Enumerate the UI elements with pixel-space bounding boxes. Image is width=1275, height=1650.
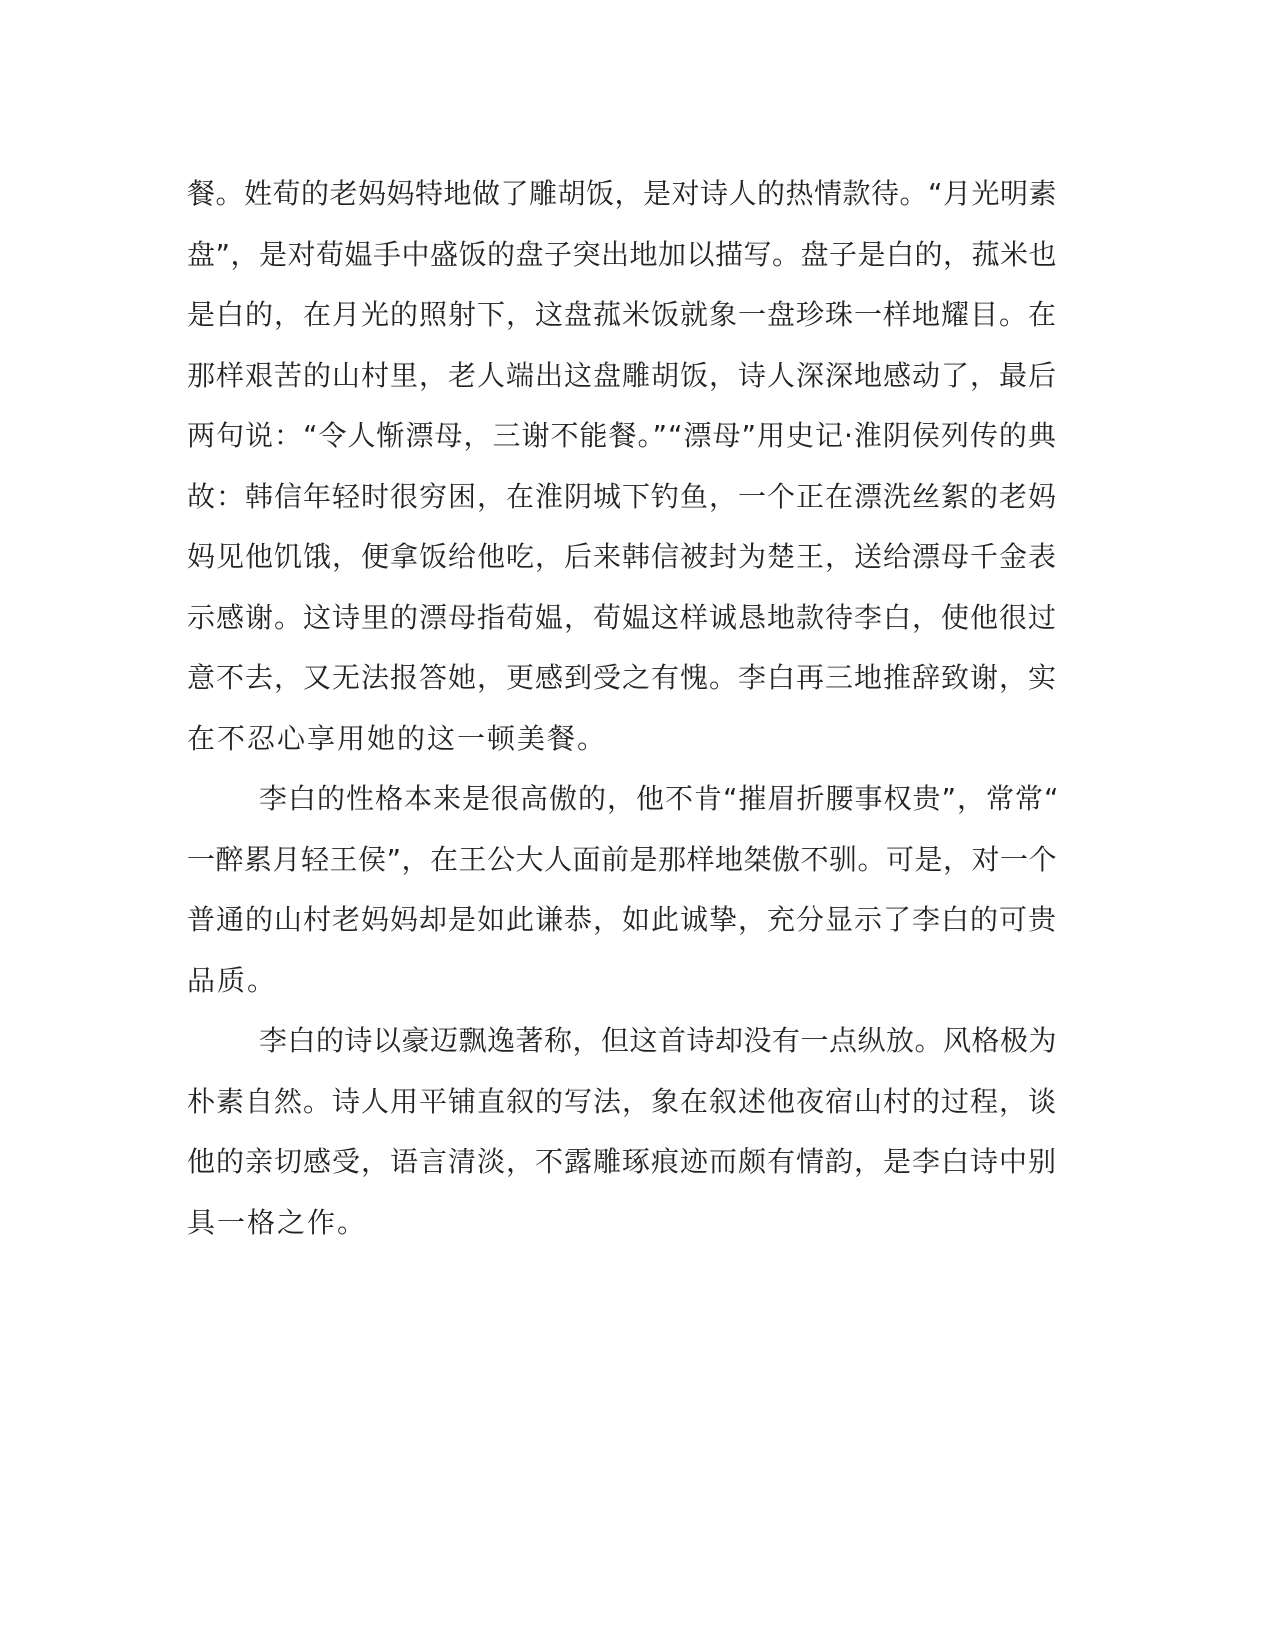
text-line: 盘”，是对荀媪手中盛饭的盘子突出地加以描写。盘子是白的，菰米也 (187, 237, 1058, 271)
text-line: 一醉累月轻王侯”，在王公大人面前是那样地桀傲不驯。可是，对一个 (187, 842, 1058, 876)
text-line: 普通的山村老妈妈却是如此谦恭，如此诚挚，充分显示了李白的可贵 (187, 903, 1058, 936)
text-line: 在不忍心享用她的这一顿美餐。 (187, 721, 608, 755)
text-line: 意不去，又无法报答她，更感到受之有愧。李白再三地推辞致谢，实 (187, 661, 1058, 694)
text-line: 示感谢。这诗里的漂母指荀媪，荀媪这样诚恳地款待李白，使他很过 (187, 600, 1058, 634)
text-line: 品质。 (187, 963, 278, 997)
text-line: 他的亲切感受，语言清淡，不露雕琢痕迹而颇有情韵，是李白诗中别 (187, 1145, 1058, 1178)
text-line: 具一格之作。 (187, 1205, 368, 1239)
text-line: 餐。姓荀的老妈妈特地做了雕胡饭，是对诗人的热情款待。“月光明素 (187, 177, 1058, 210)
text-line: 妈见他饥饿，便拿饭给他吃，后来韩信被封为楚王，送给漂母千金表 (187, 540, 1058, 573)
text-line: 是白的，在月光的照射下，这盘菰米饭就象一盘珍珠一样地耀目。在 (187, 298, 1058, 331)
text-line: 朴素自然。诗人用平铺直叙的写法，象在叙述他夜宿山村的过程，谈 (187, 1084, 1058, 1118)
document-body (187, 164, 1067, 1253)
text-line: 两句说：“令人惭漂母，三谢不能餐。”“漂母”用史记·淮阴侯列传的典 (187, 419, 1057, 452)
text-line: 那样艰苦的山村里，老人端出这盘雕胡饭，诗人深深地感动了，最后 (187, 358, 1058, 392)
text-line-indented: 李白的性格本来是很高傲的，他不肯“摧眉折腰事权贵”，常常“ (259, 782, 1060, 815)
text-line-indented: 李白的诗以豪迈飘逸著称，但这首诗却没有一点纵放。风格极为 (259, 1024, 1058, 1057)
text-line: 故：韩信年轻时很穷困，在淮阴城下钓鱼，一个正在漂洗丝絮的老妈 (187, 479, 1058, 513)
